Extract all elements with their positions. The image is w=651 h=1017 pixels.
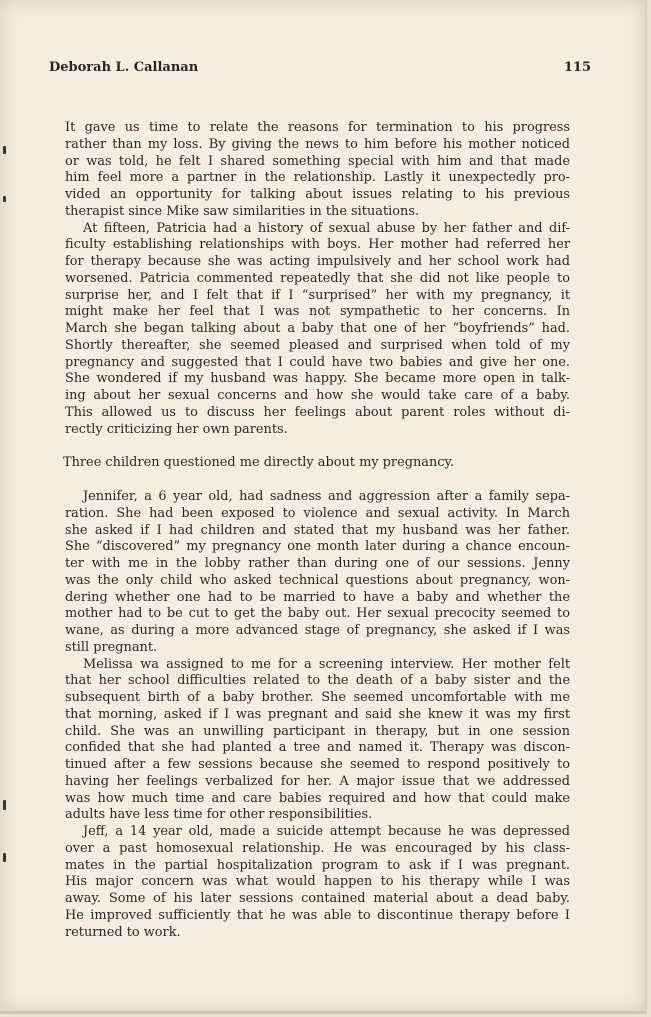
margin-mark — [3, 800, 6, 810]
author-name: Deborah L. Callanan — [49, 60, 199, 75]
text-line: therapist since Mike saw similarities in the situations. — [65, 203, 420, 219]
running-head — [49, 60, 591, 75]
text-line: ficulty establishing relationships with boys. Her mother had referred her — [65, 237, 570, 253]
text-line: that her school difficulties related to the death of a baby sister and the — [65, 673, 570, 689]
margin-mark — [3, 146, 6, 154]
text-line: It gave us time to relate the reasons for termination to his progress — [65, 120, 570, 135]
text-line: Three children questioned me directly about my pregnancy. — [63, 455, 455, 471]
text-line: Jeff, a 14 year old, made a suicide attempt because he was depressed — [83, 824, 570, 839]
text-line: vided an opportunity for talking about issues relating to his previous — [65, 187, 570, 202]
text-line: having her feelings verbalized for her. A major issue that we addressed — [65, 773, 570, 789]
text-line: rectly criticizing her own parents. — [65, 421, 288, 437]
text-line: tinued after a few sessions because she seemed to respond positively to — [65, 757, 570, 772]
paragraph — [65, 120, 570, 221]
paragraph — [65, 824, 570, 941]
text-line: worsened. Patricia commented repeatedly that she did not like people to — [65, 270, 570, 286]
margin-mark — [3, 196, 6, 202]
page-number: 115 — [563, 60, 591, 75]
text-line: surprise her, and I felt that if I “surprised” her with my pregnancy, it — [65, 287, 570, 303]
text-line: was the only child who asked technical questions about pregnancy, won- — [65, 572, 570, 588]
text-line: over a past homosexual relationship. He was encouraged by his class- — [65, 840, 570, 856]
text-line: adults have less time for other responsibilities. — [65, 807, 373, 823]
text-line: ration. She had been exposed to violence and sexual activity. In March — [65, 505, 570, 521]
text-line: Shortly thereafter, she seemed pleased and surprised when told of my — [65, 337, 570, 353]
text-line: She wondered if my husband was happy. She became more open in talk- — [65, 371, 570, 387]
paragraph — [65, 657, 570, 825]
text-line: might make her feel that I was not sympathetic to her concerns. In — [65, 304, 570, 320]
text-line: away. Some of his later sessions contained material about a dead baby. — [65, 891, 570, 906]
text-line: for therapy because she was acting impulsively and her school work had — [65, 254, 570, 269]
text-line: His major concern was what would happen to his therapy while I was — [65, 874, 570, 890]
text-line: Jennifer, a 6 year old, had sadness and aggression after a family sepa- — [83, 489, 570, 504]
paragraph — [65, 489, 570, 657]
text-line: wane, as during a more advanced stage of pregnancy, she asked if I was — [65, 623, 570, 638]
text-line: March she began talking about a baby that one of her “boyfriends” had. — [65, 321, 570, 336]
text-line: mates in the partial hospitalization program to ask if I was pregnant. — [65, 857, 570, 873]
text-line: returned to work. — [65, 924, 181, 940]
margin-mark — [3, 853, 6, 862]
text-line: that morning, asked if I was pregnant and said she knew it was my first — [65, 706, 570, 722]
text-line: ing about her sexual concerns and how she would take care of a baby. — [65, 388, 570, 403]
text-line: mother had to be cut to get the baby out. Her sexual precocity seemed to — [65, 606, 570, 622]
text-line: was how much time and care babies required and how that could make — [65, 790, 570, 806]
article-body — [65, 120, 570, 941]
paragraph — [65, 221, 570, 439]
text-line: confided that she had planted a tree and named it. Therapy was discon- — [65, 740, 570, 756]
text-line: This allowed us to discuss her feelings about parent roles without di- — [65, 404, 570, 420]
text-line: She “discovered” my pregnancy one month later during a chance encoun- — [65, 539, 570, 555]
text-line: still pregnant. — [65, 639, 158, 655]
text-line: she asked if I had children and stated that my husband was her father. — [65, 522, 570, 538]
text-line: rather than my loss. By giving the news to him before his mother noticed — [65, 136, 570, 152]
text-line: Melissa wa assigned to me for a screening interview. Her mother felt — [83, 656, 570, 672]
standalone-sentence — [65, 455, 570, 472]
text-line: ter with me in the lobby rather than during one of our sessions. Jenny — [65, 556, 570, 571]
text-line: or was told, he felt I shared something special with him and that made — [65, 153, 570, 169]
text-line: dering whether one had to be married to have a baby and whether the — [65, 589, 570, 605]
text-line: At fifteen, Patricia had a history of sexual abuse by her father and dif- — [83, 220, 570, 236]
text-line: him feel more a partner in the relationship. Lastly it unexpectedly pro- — [65, 170, 570, 186]
text-line: He improved sufficiently that he was able to discontinue therapy before I — [65, 907, 570, 923]
text-line: pregnancy and suggested that I could have two babies and give her one. — [65, 354, 570, 370]
text-line: subsequent birth of a baby brother. She seemed uncomfortable with me — [65, 690, 570, 705]
text-line: child. She was an unwilling participant in therapy, but in one session — [65, 723, 570, 739]
